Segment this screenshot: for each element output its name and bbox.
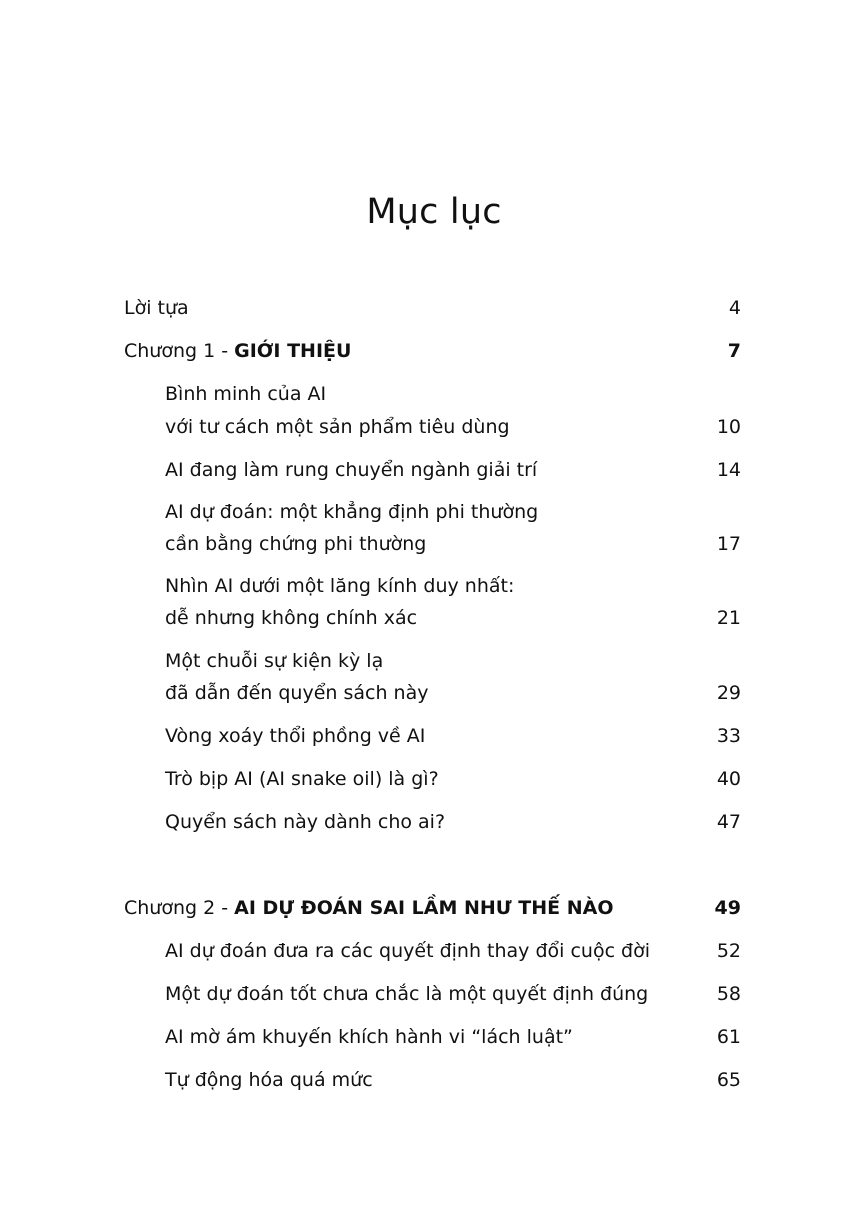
toc-section-page: 29	[716, 682, 741, 704]
chapter-2-prefix: Chương 2 -	[124, 897, 235, 919]
toc-section-line: Một dự đoán tốt chưa chắc là một quyết định đúng	[165, 983, 649, 1005]
toc-section-page: 65	[716, 1069, 741, 1091]
toc-section-line: cần bằng chứng phi thường	[165, 533, 427, 555]
toc-section-line: Quyển sách này dành cho ai?	[165, 811, 446, 833]
toc-section-page: 52	[716, 940, 741, 962]
toc-chapter-1	[124, 335, 351, 367]
toc-section-page: 14	[716, 459, 741, 481]
toc-section-line: Trò bịp AI (AI snake oil) là gì?	[165, 768, 439, 790]
toc-section-line: dễ nhưng không chính xác	[165, 607, 418, 629]
toc-section-page: 47	[716, 811, 741, 833]
toc-section-line: với tư cách một sản phẩm tiêu dùng	[165, 416, 510, 438]
toc-chapter-2	[124, 892, 613, 924]
toc-section-page: 33	[716, 725, 741, 747]
chapter-2-title: AI DỰ ĐOÁN SAI LẦM NHƯ THẾ NÀO	[234, 897, 614, 919]
toc-page-preface: 4	[728, 297, 741, 319]
chapter-1-prefix: Chương 1 -	[124, 340, 235, 362]
toc-section-line: AI dự đoán đưa ra các quyết định thay đổi cuộc đời	[165, 940, 651, 962]
toc-section-line: đã dẫn đến quyển sách này	[165, 682, 429, 704]
toc-section-line: Tự động hóa quá mức	[165, 1069, 373, 1091]
page-title: Mục lục	[366, 192, 502, 232]
chapter-1-title: GIỚI THIỆU	[234, 340, 352, 362]
toc-section-line: AI dự đoán: một khẳng định phi thường	[165, 501, 539, 523]
toc-page-chapter-1: 7	[727, 340, 741, 362]
toc-section-page: 17	[716, 533, 741, 555]
toc-section-line: AI đang làm rung chuyển ngành giải trí	[165, 459, 538, 481]
toc-section-line: AI mờ ám khuyến khích hành vi “lách luật”	[165, 1026, 573, 1048]
toc-section-page: 58	[716, 983, 741, 1005]
toc-section-page: 40	[716, 768, 741, 790]
toc-page-chapter-2: 49	[714, 897, 741, 919]
toc-section-line: Vòng xoáy thổi phồng về AI	[165, 725, 426, 747]
toc-section-line: Một chuỗi sự kiện kỳ lạ	[165, 650, 384, 672]
toc-entry-preface: Lời tựa	[124, 297, 189, 319]
toc-section-line: Nhìn AI dưới một lăng kính duy nhất:	[165, 575, 515, 597]
toc-section-page: 21	[716, 607, 741, 629]
toc-section-page: 61	[716, 1026, 741, 1048]
toc-section-page: 10	[716, 416, 741, 438]
toc-section-line: Bình minh của AI	[165, 383, 327, 405]
